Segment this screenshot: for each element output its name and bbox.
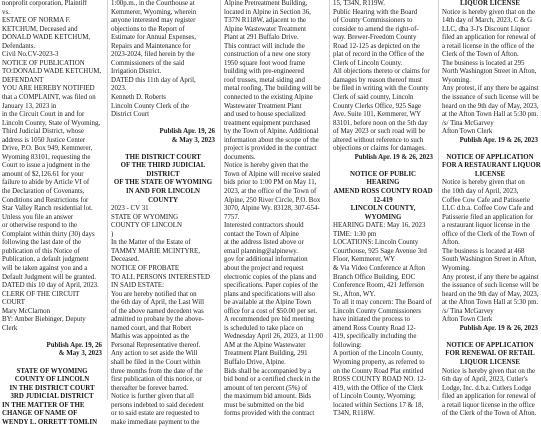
notice-text-line: Lincoln County Commissioners: [333, 307, 422, 315]
notice-text-line: Notice is hereby given that the: [224, 162, 309, 170]
notice-text-line: three months from the date of the: [111, 367, 203, 375]
notice-text-line: filed an application for renewal of: [442, 393, 536, 401]
notice-text-line: gov for additional information: [224, 256, 308, 264]
notice-text-line: DONALD WADE KETCHUM,: [2, 34, 91, 42]
notice-text-line: Irrigation District.: [111, 68, 162, 76]
notice-text-line: located in Alpine in Section 36,: [224, 8, 311, 16]
notice-heading: CHANGE OF NAME OF: [2, 410, 78, 418]
notice-text-line: Mary McClarnon: [2, 307, 51, 315]
notice-text-line: Wyoming.: [442, 76, 471, 84]
notice-heading: 3RD JUDICIAL DISTRICT: [10, 393, 94, 401]
notice-text-line: Complaint within thirty (30) days: [2, 230, 95, 238]
spacer: [111, 145, 215, 154]
notice-text-line: following:: [333, 341, 362, 349]
notice-text-line: forms provided with the contract: [224, 410, 315, 418]
notice-text-line: persons indebted to said decedent: [111, 401, 204, 409]
notice-text-line: TAMMY MARIE MCINTYRE,: [111, 247, 200, 255]
notice-text-line: 419, specifically including the: [333, 333, 417, 341]
notice-text-line: electronic copies of the plans and: [224, 273, 317, 281]
spacer: [442, 333, 538, 342]
notice-text-line: will be taken against you and a: [2, 264, 88, 272]
notice-text-line: the issuance of such license will be: [442, 94, 539, 102]
notice-heading: IN THE DISTRICT COURT: [9, 384, 95, 392]
notice-text-line: of Lincoln County, Wyoming;: [333, 393, 416, 401]
notice-text-line: DATED this 11th day of April,: [111, 76, 196, 84]
notice-text-line: January 13, 2023 in: [2, 102, 57, 110]
notice-text-line: Patisserie filed an application for: [442, 213, 534, 221]
notice-heading: LINCOLN COUNTY,: [350, 205, 416, 213]
notice-text-line: YOU ARE HEREBY NOTIFIED: [2, 85, 95, 93]
notice-text-line: LOCATIONS: Lincoln County: [333, 239, 419, 247]
notice-text-line: objections to the Report of: [111, 25, 185, 33]
notice-text-line: the maximum bid amount. Bids: [224, 393, 312, 401]
notice-text-line: documents.: [224, 153, 256, 161]
notice-text-line: Courthouse, 925 Sage Avenue 3rd: [333, 247, 427, 255]
notice-text-line: shall be filed in the Court within: [111, 358, 201, 366]
notice-text-line: Alpine, 250 River Circle, P.O. Box: [224, 196, 321, 204]
notice-heading: NOTICE OF APPLICATION: [446, 153, 534, 161]
notice-text-line: Notice is hereby given that on the: [442, 8, 535, 16]
notice-text-line: connected to the existing Alpine: [224, 94, 313, 102]
notice-heading: NOTICE OF PUBLIC: [350, 170, 416, 178]
notice-text-line: Clerk: [2, 324, 18, 332]
notice-text-line: TIME: 1:30 pm: [333, 230, 377, 238]
notice-text-line: 3070, Alpine Wy. 83128, 307-654-: [224, 205, 320, 213]
notice-text-line: altered without reference to such: [333, 136, 424, 144]
notice-heading: IN THE MATTER OF THE: [2, 401, 85, 409]
notice-text-line: Notice is further given that all: [111, 393, 194, 401]
notice-text-line: first publication of this notice, or: [111, 376, 202, 384]
notice-text-line: of the above named decedent was: [111, 307, 204, 315]
notice-text-line: office of the Clerk of the Town of: [442, 230, 535, 238]
notice-text-line: building with pre-engineered: [224, 68, 304, 76]
notice-text-line: heard on the 9th day of May, 2023,: [442, 290, 539, 298]
notice-text-line: amount of $2,126.61 for your: [2, 170, 84, 178]
notice-text-line: Any protest, if any there be against: [442, 273, 539, 281]
notice-text-line: Kenneth D. Roberts: [111, 94, 166, 102]
notice-text-line: LLC d.b.a. Coffee Cow Cafe and: [442, 205, 534, 213]
notice-text-line: COUNTY OF LINCOLN: [111, 222, 182, 230]
notice-text-line: Wednesday April 26, 2023, at 11:00: [224, 333, 323, 341]
notice-text-line: 2023.: [111, 85, 127, 93]
notice-heading: 12-419: [373, 196, 393, 204]
notice-text-line: Third Judicial District, whose: [2, 128, 84, 136]
notice-text-line: Star Valley Ranch residential lot.: [2, 205, 93, 213]
notice-text-line: plat of record in the Office of the: [333, 51, 425, 59]
notice-text-line: Plant at 291 Buffalo Drive.: [224, 34, 299, 42]
notice-text-line: Lincoln County, State of Wyoming,: [2, 119, 101, 127]
notice-text-line: Publication, a default judgment: [2, 256, 89, 264]
notice-text-line: Afton Town Clerk: [442, 128, 493, 136]
notice-text-line: Repairs and Maintenance for: [111, 42, 191, 50]
notice-text-line: Unless you file an answer: [2, 213, 74, 221]
notice-text-line: by the Town of Alpine. Additional: [224, 128, 319, 136]
notice-text-line: 2023-2024, filed herein by the: [111, 51, 195, 59]
notice-text-line: Alpine Pretreatment Building,: [224, 0, 308, 7]
notice-text-line: Town of Alpine will receive sealed: [224, 170, 321, 178]
notice-text-line: located within Sections 17 & 18,: [333, 401, 424, 409]
notice-text-line: You are hereby notified that on: [111, 290, 197, 298]
notice-text-line: following the last date of the: [2, 239, 82, 247]
notice-text-line: Clerk of said county, Lincoln: [333, 94, 414, 102]
notice-text-line: damages by reason thereof must: [333, 76, 422, 84]
notice-text-line: T34N, R118W.: [333, 410, 375, 418]
notice-text-line: that a COMPLAINT, was filed on: [2, 94, 96, 102]
notice-text-line: Wastewater Treatment Plant: [224, 102, 302, 110]
notice-heading: DISTRICT: [146, 170, 180, 178]
notice-text-line: Court to issue a judgment in the: [2, 162, 91, 170]
notice-text-line: AM at the Alpine Wastewater: [224, 341, 306, 349]
notice-text-line: at the Afton Town Hall at 5:30 pm.: [442, 299, 539, 307]
notice-heading: & May 3, 2023: [58, 350, 102, 358]
notice-text-line: Clerk of the Town of Afton.: [442, 51, 519, 59]
notice-text-line: Lodge, Inc. d.b.a. Cutlers Lodge: [442, 384, 532, 392]
notice-text-line: on the County Road Plat entitled: [333, 367, 424, 375]
notice-text-line: /s/ Tina McGarvey: [442, 307, 494, 315]
notice-text-line: South Washington Street in Afton,: [442, 256, 537, 264]
notice-text-line: be filed in writing with the County: [333, 85, 429, 93]
notice-text-line: 7757.: [224, 213, 240, 221]
notice-text-line: Conditions and Restrictions for: [2, 196, 89, 204]
notice-text-line: Alpine Wastewater Treatment: [224, 25, 306, 33]
notice-text-line: 83101, before noon on the 5th day: [333, 119, 428, 127]
notice-heading: AMEND ROSS COUNTY ROAD: [333, 188, 433, 196]
notice-text-line: TO ALL PERSONS INTERESTED: [111, 273, 210, 281]
notice-text-line: DEFENDANT: [2, 76, 44, 84]
notice-heading: WENDY L. ORRETT TOMLIN: [2, 418, 98, 426]
notice-text-line: 14th day of March, 2023, C & G: [442, 17, 533, 25]
notice-text-line: consider to amend the right-of-: [333, 25, 419, 33]
notice-text-line: T37N R118W, adjacent to the: [224, 17, 306, 25]
notice-text-line: IN SAID ESTATE:: [111, 282, 165, 290]
notice-text-line: office for a cost of $50.00 per set.: [224, 307, 318, 315]
notice-text-line: a retail liquor license in the office: [442, 401, 535, 409]
notice-text-line: filed an application for renewal of: [442, 34, 536, 42]
notice-text-line: Any protest, if any there be against: [442, 85, 539, 93]
notice-text-line: thereafter be forever barred.: [111, 384, 189, 392]
notice-text-line: Buffalo Drive, Alpine.: [224, 358, 286, 366]
notice-text-line: 1:00p.m., in the Courthouse at: [111, 0, 195, 7]
notice-text-line: The business is located at 468: [442, 247, 525, 255]
notice-text-line: Wyoming.: [442, 264, 471, 272]
notice-text-line: the 10th day of April, 2023,: [442, 188, 519, 196]
notice-text-line: Civil No.CV-2023-3: [2, 51, 59, 59]
notice-heading: LIQUOR LICENSE: [460, 0, 520, 7]
notice-text-line: and used to house specialized: [224, 111, 306, 119]
notice-text-line: Floor, Kemmerer, WY: [333, 256, 396, 264]
notice-text-line: nonprofit corporation, Plaintiff: [2, 0, 88, 7]
notice-text-line: heard on the 9th day of May, 2023,: [442, 102, 539, 110]
notice-heading: LIQUOR LICENSE: [460, 358, 520, 366]
notice-text-line: roof trusses, metal siding and: [224, 76, 305, 84]
notice-text-line: at the address listed above or: [224, 239, 304, 247]
notice-heading: THE DISTRICT COURT: [125, 153, 201, 161]
notice-heading: COUNTY OF LINCOLN: [14, 376, 90, 384]
notice-heading: Publish Apr. 19 & 26, 2023: [459, 136, 538, 144]
notice-text-line: District Court: [111, 111, 150, 119]
notice-text-line: is scheduled to take place on: [224, 324, 304, 332]
notice-text-line: Personal Representative thereof.: [111, 341, 201, 349]
notice-text-line: Ave. Suite 101, Kemmerer, WY: [333, 111, 422, 119]
notice-text-line: ESTATE OF NORMA F.: [2, 17, 71, 25]
notice-heading: Publish Apr. 19 & 26, 2023: [354, 153, 433, 161]
notice-text-line: amend Ross County Road 12-: [333, 324, 416, 332]
notice-text-line: information about the scope of the: [224, 136, 319, 144]
notice-text-line: of the Clerk of the Town of Afton.: [442, 410, 537, 418]
notice-text-line: the issuance of such license will be: [442, 282, 539, 290]
notice-heading: IN AND FOR LINCOLN: [125, 188, 201, 196]
notice-text-line: All objections thereto or claims for: [333, 68, 430, 76]
notice-text-line: make immediate payment to the: [111, 418, 200, 426]
column-divider: [107, 0, 108, 400]
notice-text-line: CLERK OF THE CIRCUIT: [2, 290, 80, 298]
notice-heading: COUNTY: [148, 196, 178, 204]
notice-text-line: TO:DONALD WADE KETCHUM,: [2, 68, 102, 76]
notice-text-line: must be submitted on the bid: [224, 401, 304, 409]
notice-text-line: /s/ Tina McGarvey: [442, 119, 494, 127]
notice-heading: FOR A RESTAURANT LIQUOR: [442, 162, 541, 170]
notice-text-line: County Clerks Office, 925 Sage: [333, 102, 422, 110]
notice-text-line: publication of this Notice of: [2, 247, 80, 255]
notice-text-line: named court, and that Robert: [111, 324, 192, 332]
notice-heading: STATE OF WYOMING: [16, 367, 88, 375]
notice-text-line: a restaurant liquor license in the: [442, 222, 531, 230]
spacer: [2, 359, 102, 368]
notice-text-line: the Declaration of Covenants,: [2, 188, 85, 196]
notice-text-line: ROSS COUNTY ROAD NO. 12-: [333, 376, 426, 384]
notice-text-line: Kemmerer, Wyoming, wherein: [111, 8, 197, 16]
notice-text-line: Branch Office Building, EOC: [333, 273, 416, 281]
notices-column-2: [111, 0, 215, 426]
notice-text-line: Commissioners of the said: [111, 59, 185, 67]
notice-text-line: plans and specifications will also: [224, 290, 316, 298]
notice-text-line: Lincoln County Clerk of the: [111, 102, 190, 110]
notice-text-line: contact the Town of Alpine: [224, 230, 299, 238]
notice-heading: Publish Apr. 19, 26: [159, 128, 215, 136]
notice-text-line: STATE OF WYOMING: [111, 213, 179, 221]
notices-column-1: [2, 0, 102, 426]
notice-text-line: This contract will include the: [224, 42, 305, 50]
notice-text-line: HEARING DATE: May 16, 2023: [333, 222, 426, 230]
spacer: [333, 162, 433, 171]
notice-text-line: Wyoming 83101, requesting the: [2, 153, 91, 161]
notice-text-line: of May 2023 or such road will be: [333, 128, 426, 136]
notice-text-line: a retail license in the office of the: [442, 42, 535, 50]
notice-heading: NOTICE OF APPLICATION: [446, 341, 534, 349]
notice-text-line: construction of a new one story: [224, 51, 311, 59]
notice-heading: HEARING: [366, 179, 400, 187]
notice-text-line: at the Afton Town Hall at 5:30 pm.: [442, 111, 539, 119]
notice-text-line: & Via Video Conference at Afton: [333, 264, 426, 272]
notice-text-line: failure to abide by Article VI of: [2, 179, 90, 187]
notice-text-line: Estimate for Annual Expenses,: [111, 34, 196, 42]
notice-heading: Publish Apr. 19 & 26, 2023: [459, 324, 538, 332]
notice-text-line: vs.: [2, 8, 10, 16]
notice-text-line: in the Circuit Court in and for: [2, 111, 85, 119]
notice-text-line: Mathis was appointed as the: [111, 333, 190, 341]
notice-text-line: Public Hearing with the Board: [333, 8, 418, 16]
notice-text-line: Drive, P.O. Box 949, Kemmerer,: [2, 145, 93, 153]
notice-text-line: St., Afton, WY.: [333, 290, 376, 298]
notice-text-line: Notice is hereby given that on: [442, 179, 525, 187]
notice-text-line: treatment equipment purchased: [224, 119, 311, 127]
notice-text-line: or otherwise respond to the: [2, 222, 78, 230]
notice-text-line: address is 1050 Justice Center: [2, 136, 86, 144]
notice-text-line: LLC, dba 3-J's Discount Liquor: [442, 25, 530, 33]
notice-text-line: 419, with the Office of the Clerk: [333, 384, 424, 392]
notice-text-line: Interested contractors should: [224, 222, 304, 230]
notice-text-line: metal roofing. The building will be: [224, 85, 321, 93]
notice-text-line: the 6th day of April, the Last Will: [111, 299, 204, 307]
notice-text-line: project is provided in the contract: [224, 145, 317, 153]
notice-text-line: NOTICE OF PROBATE: [111, 264, 180, 272]
notice-text-line: Default Judgment will be granted.: [2, 273, 96, 281]
notice-text-line: In the Matter of the Estate of: [111, 239, 191, 247]
notice-text-line: 2023 - CV 31: [111, 205, 149, 213]
notice-text-line: ): [111, 230, 114, 238]
notice-text-line: of County Commissioners to: [333, 17, 413, 25]
spacer: [2, 333, 102, 342]
notices-column-5: [442, 0, 541, 418]
notice-text-line: KETCHUM, Deceased and: [2, 25, 78, 33]
notice-text-line: bid bond or a certified check in the: [224, 376, 321, 384]
notice-text-line: DATED this 10 day of April, 2023.: [2, 282, 99, 290]
notice-text-line: North Washington Street in Afton,: [442, 68, 537, 76]
notice-text-line: anyone interested may register: [111, 17, 196, 25]
notice-heading: LICENSE: [474, 170, 506, 178]
notices-column-3: [224, 0, 324, 418]
notice-text-line: or to said estate are requested to: [111, 410, 200, 418]
notice-text-line: Clerk of Lincoln County.: [333, 59, 403, 67]
notice-text-line: way. Brewer-Freedom County: [333, 34, 417, 42]
notice-text-line: Notice is hereby given that on the: [442, 367, 535, 375]
notice-text-line: To all it may concern: The Board of: [333, 299, 432, 307]
notice-text-line: Deceased.: [111, 256, 140, 264]
notice-text-line: email planning@alpinewy.: [224, 247, 299, 255]
notice-text-line: Any action to set aside the Will: [111, 350, 198, 358]
notices-column-4: [333, 0, 433, 418]
notice-text-line: objections or claims for damages.: [333, 145, 426, 153]
notice-text-line: Wyoming property, as referred to: [333, 358, 425, 366]
notice-text-line: Conference Room, 421 Jefferson: [333, 282, 424, 290]
notice-text-line: Afton.: [442, 239, 460, 247]
notice-text-line: Defendants.: [2, 42, 36, 50]
notice-text-line: A portion of the Lincoln County,: [333, 350, 424, 358]
column-divider: [438, 0, 439, 400]
notice-text-line: about the project and request: [224, 264, 304, 272]
notice-heading: FOR RENEWAL OF RETAIL: [445, 350, 535, 358]
notice-heading: OF THE THIRD JUDICIAL: [120, 162, 206, 170]
notice-text-line: have initiated the process to: [333, 316, 410, 324]
notice-text-line: admitted to probate by the above-: [111, 316, 204, 324]
notice-text-line: 2023, at the office of the Town of: [224, 188, 317, 196]
notice-text-line: amount of ten percent (5%) of: [224, 384, 308, 392]
notice-text-line: NOTICE OF PUBLICATION: [2, 59, 85, 67]
column-divider: [220, 0, 221, 400]
notice-text-line: specifications. Paper copies of the: [224, 282, 318, 290]
notice-text-line: COURT: [2, 299, 25, 307]
notice-heading: & May 3, 2023: [171, 136, 215, 144]
notice-text-line: A recommended pre bid meeting: [224, 316, 315, 324]
notice-text-line: The business is located at 295: [442, 59, 525, 67]
spacer: [111, 120, 215, 129]
notice-heading: Publish Apr. 19, 26: [46, 341, 102, 349]
notice-text-line: be available at the Alpine Town: [224, 299, 312, 307]
spacer: [442, 145, 538, 154]
column-divider: [329, 0, 330, 400]
notice-text-line: bids prior to 1:00 PM on May 11,: [224, 179, 317, 187]
notice-text-line: Treatment Plant Building, 291: [224, 350, 308, 358]
notice-text-line: Afton Town Clerk: [442, 316, 493, 324]
notice-heading: OF THE STATE OF WYOMING: [113, 179, 213, 187]
notice-text-line: 15, T34N, R119W.: [333, 0, 386, 7]
notice-text-line: Road 12-125 as depicted on the: [333, 42, 421, 50]
notice-text-line: 6th day of April, 2023, Cutler's: [442, 376, 528, 384]
notice-text-line: BY: Amber Biebinger, Deputy: [2, 316, 86, 324]
notice-text-line: Coffee Cow Cafe and Patisserie: [442, 196, 530, 204]
notice-text-line: 1950 square foot wood frame: [224, 59, 306, 67]
notice-heading: WYOMING: [364, 213, 402, 221]
notice-text-line: Bids shall be accompanied by a: [224, 367, 312, 375]
